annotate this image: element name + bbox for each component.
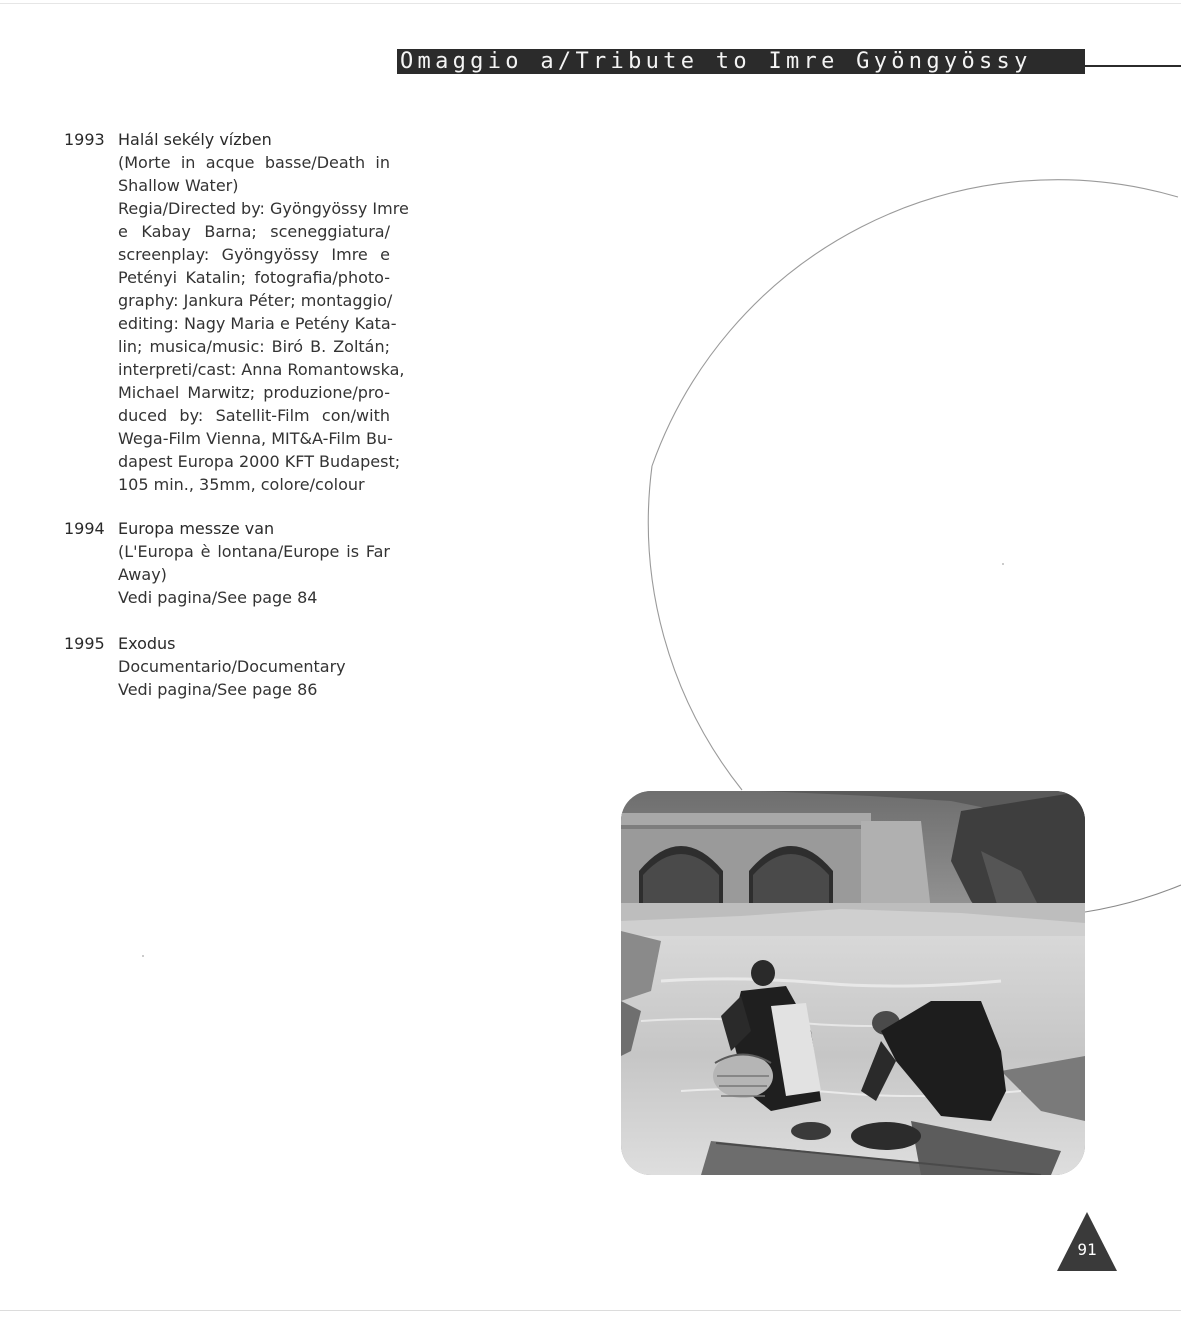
credit-line: Shallow Water) <box>118 176 239 195</box>
credit-line: graphy: Jankura Péter; montaggio/ <box>118 291 393 310</box>
credit-line: e Kabay Barna; sceneggiatura/ <box>118 222 390 241</box>
running-header-title: Omaggio a/Tribute to Imre Gyöngyössy <box>400 49 1032 74</box>
credit-line: Regia/Directed by: Gyöngyössy Imre <box>118 199 409 218</box>
film-credits <box>118 540 390 609</box>
credit-line: lin; musica/music: Biró B. Zoltán; <box>118 337 390 356</box>
film-year: 1994 <box>64 519 105 538</box>
credit-line: Michael Marwitz; produzione/pro- <box>118 383 390 402</box>
credit-line: screenplay: Gyöngyössy Imre e <box>118 245 390 264</box>
credit-line: 105 min., 35mm, colore/colour <box>118 475 365 494</box>
film-year: 1993 <box>64 130 105 149</box>
scan-edge-bottom <box>0 1310 1181 1311</box>
credit-line: editing: Nagy Maria e Petény Kata- <box>118 314 397 333</box>
page-number: 91 <box>1077 1240 1097 1259</box>
film-credits <box>118 655 390 701</box>
film-title: Europa messze van <box>118 519 275 538</box>
credit-line: (L'Europa è lontana/Europe is Far <box>118 542 390 561</box>
credit-line: duced by: Satellit-Film con/with <box>118 406 390 425</box>
credit-line: Away) <box>118 565 167 584</box>
credit-line: dapest Europa 2000 KFT Budapest; <box>118 452 401 471</box>
film-year: 1995 <box>64 634 105 653</box>
credit-line: Vedi pagina/See page 84 <box>118 588 318 607</box>
credit-line: interpreti/cast: Anna Romantowska, <box>118 360 405 379</box>
page-number-badge <box>1056 1210 1118 1272</box>
film-title: Exodus <box>118 634 176 653</box>
film-title: Halál sekély vízben <box>118 130 272 149</box>
credit-line: Vedi pagina/See page 86 <box>118 680 318 699</box>
credit-line: Wega-Film Vienna, MIT&A-Film Bu- <box>118 429 393 448</box>
film-credits <box>118 151 409 496</box>
credit-line: Documentario/Documentary <box>118 657 346 676</box>
credit-line: (Morte in acque basse/Death in <box>118 153 390 172</box>
river-bridge-washerwomen-photo <box>621 791 1085 1175</box>
credit-line: Petényi Katalin; fotografia/photo- <box>118 268 390 287</box>
